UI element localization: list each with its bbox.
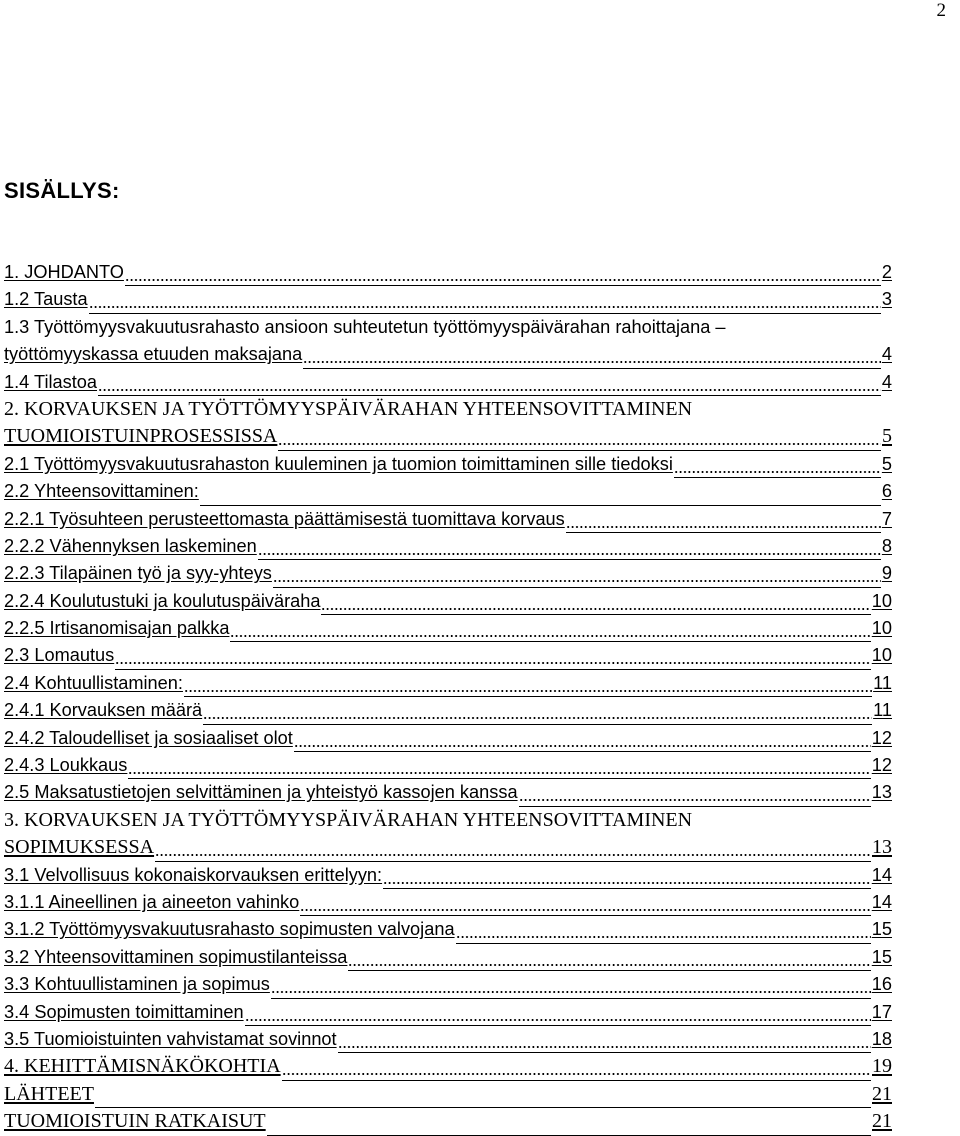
- toc-leader: [674, 451, 881, 478]
- table-of-contents: [4, 259, 892, 1136]
- toc-page-number: 4: [881, 344, 892, 365]
- toc-leader: [125, 259, 881, 286]
- toc-entry-title: 3.4 Sopimusten toimittaminen: [4, 1001, 244, 1022]
- toc-entry-title: 3.2 Yhteensovittaminen sopimustilanteissa: [4, 946, 348, 967]
- toc-entry-title: 4. KEHITTÄMISNÄKÖKOHTIA: [4, 1055, 281, 1078]
- toc-leader: [321, 588, 870, 615]
- toc-entry[interactable]: [4, 259, 892, 286]
- toc-page-number: 19: [872, 1055, 892, 1078]
- toc-entry[interactable]: [4, 1081, 892, 1108]
- toc-entry[interactable]: [4, 807, 892, 862]
- toc-entry[interactable]: [4, 779, 892, 806]
- toc-page-number: 14: [871, 864, 892, 885]
- toc-entry-title-continuation: TUOMIOISTUINPROSESSISSA: [4, 425, 278, 448]
- toc-entry[interactable]: [4, 478, 892, 505]
- toc-page-number: 11: [873, 700, 892, 721]
- toc-page-number: 10: [871, 618, 892, 639]
- toc-page-number: 10: [871, 590, 892, 611]
- toc-leader: [184, 670, 872, 697]
- toc-entry-title: 2.5 Maksatustietojen selvittäminen ja yhteistyö kassojen kanssa: [4, 782, 518, 803]
- toc-entry-title: LÄHTEET: [4, 1082, 94, 1105]
- toc-entry-title: 2.2.5 Irtisanomisajan palkka: [4, 618, 230, 639]
- toc-entry[interactable]: [4, 1108, 892, 1135]
- toc-leader: [200, 478, 881, 505]
- toc-page-number: 11: [873, 672, 892, 693]
- toc-page-number: 12: [871, 727, 892, 748]
- toc-page-number: 12: [871, 755, 892, 776]
- toc-leader: [566, 506, 881, 533]
- toc-entry-title: 3.1.2 Työttömyysvakuutusrahasto sopimusten valvojana: [4, 919, 455, 940]
- toc-entry[interactable]: [4, 588, 892, 615]
- toc-leader: [348, 944, 870, 971]
- toc-heading: SISÄLLYS:: [4, 178, 120, 203]
- toc-entry[interactable]: [4, 396, 892, 451]
- toc-page-number: 5: [881, 453, 892, 474]
- toc-entry-title: 3.3 Kohtuullistaminen ja sopimus: [4, 974, 270, 995]
- page-number: 2: [936, 0, 946, 21]
- toc-entry-title: 2.4.3 Loukkaus: [4, 755, 128, 776]
- toc-entry-title: 2.2.2 Vähennyksen laskeminen: [4, 535, 257, 556]
- toc-page-number: 3: [881, 289, 892, 310]
- toc-entry[interactable]: [4, 725, 892, 752]
- toc-page-number: 21: [872, 1110, 892, 1133]
- toc-entry[interactable]: [4, 506, 892, 533]
- toc-leader: [267, 1108, 871, 1135]
- toc-entry[interactable]: [4, 533, 892, 560]
- toc-entry[interactable]: [4, 451, 892, 478]
- toc-leader: [271, 971, 871, 998]
- toc-page-number: 7: [881, 508, 892, 529]
- toc-leader: [115, 642, 871, 669]
- toc-page-number: 15: [871, 919, 892, 940]
- toc-entry[interactable]: [4, 862, 892, 889]
- toc-entry-title: 2.2.3 Tilapäinen työ ja syy-yhteys: [4, 563, 272, 584]
- toc-leader: [300, 889, 870, 916]
- toc-leader: [203, 697, 872, 724]
- toc-page-number: 6: [881, 481, 892, 502]
- toc-page-number: 4: [881, 371, 892, 392]
- toc-entry[interactable]: [4, 286, 892, 313]
- toc-entry[interactable]: [4, 369, 892, 396]
- toc-entry[interactable]: [4, 615, 892, 642]
- toc-entry[interactable]: [4, 670, 892, 697]
- toc-entry-title: 2.4 Kohtuullistaminen:: [4, 672, 183, 693]
- toc-entry-title: 1.4 Tilastoa: [4, 371, 98, 392]
- toc-page-number: 21: [872, 1082, 892, 1105]
- toc-entry-title: 2. KORVAUKSEN JA TYÖTTÖMYYSPÄIVÄRAHAN YHTEENSOVITTAMINEN: [4, 397, 693, 420]
- toc-entry-title: 3. KORVAUKSEN JA TYÖTTÖMYYSPÄIVÄRAHAN YHTEENSOVITTAMINEN: [4, 808, 693, 831]
- toc-page-number: 9: [881, 563, 892, 584]
- toc-entry-title: 2.4.2 Taloudelliset ja sosiaaliset olot: [4, 727, 293, 748]
- toc-page-number: 13: [871, 782, 892, 803]
- toc-entry[interactable]: [4, 560, 892, 587]
- toc-leader: [456, 916, 871, 943]
- toc-entry[interactable]: [4, 889, 892, 916]
- toc-page-number: 5: [882, 425, 892, 448]
- toc-entry-title: 2.4.1 Korvauksen määrä: [4, 700, 203, 721]
- toc-entry[interactable]: [4, 697, 892, 724]
- toc-entry-title-continuation: SOPIMUKSESSA: [4, 836, 155, 859]
- toc-entry[interactable]: [4, 944, 892, 971]
- toc-entry[interactable]: [4, 642, 892, 669]
- toc-entry-title: 2.3 Lomautus: [4, 645, 115, 666]
- toc-leader: [258, 533, 881, 560]
- toc-page-number: 13: [872, 836, 892, 859]
- toc-leader: [383, 862, 871, 889]
- toc-page-number: 10: [871, 645, 892, 666]
- toc-leader: [230, 615, 870, 642]
- toc-leader: [95, 1081, 871, 1108]
- toc-leader: [294, 725, 871, 752]
- toc-entry[interactable]: [4, 314, 892, 369]
- toc-entry-title: 3.1 Velvollisuus kokonaiskorvauksen erittelyyn:: [4, 864, 383, 885]
- toc-page-number: 16: [871, 974, 892, 995]
- toc-page-number: 17: [871, 1001, 892, 1022]
- toc-leader: [519, 779, 871, 806]
- toc-leader: [303, 341, 881, 368]
- toc-leader: [278, 423, 881, 450]
- toc-entry-title: 1. JOHDANTO: [4, 261, 124, 282]
- toc-entry-title: 1.2 Tausta: [4, 289, 88, 310]
- toc-page-number: 2: [881, 261, 892, 282]
- toc-entry-title: TUOMIOISTUIN RATKAISUT: [4, 1110, 266, 1133]
- toc-entry-title-continuation: työttömyyskassa etuuden maksajana: [4, 344, 303, 365]
- toc-leader: [128, 752, 870, 779]
- toc-entry-title: 2.2 Yhteensovittaminen:: [4, 481, 199, 502]
- toc-leader: [282, 1053, 871, 1080]
- toc-leader: [338, 1026, 871, 1053]
- toc-entry-title: 1.3 Työttömyysvakuutusrahasto ansioon suhteutetun työttömyyspäivärahan rahoittajana –: [4, 316, 726, 337]
- toc-leader: [155, 834, 871, 861]
- toc-leader: [245, 999, 871, 1026]
- toc-entry[interactable]: [4, 999, 892, 1026]
- toc-leader: [89, 286, 881, 313]
- toc-entry-title: 2.2.1 Työsuhteen perusteettomasta päättämisestä tuomittava korvaus: [4, 508, 565, 529]
- toc-entry-title: 2.2.4 Koulutustuki ja koulutuspäiväraha: [4, 590, 321, 611]
- toc-entry-title: 3.1.1 Aineellinen ja aineeton vahinko: [4, 891, 300, 912]
- toc-entry[interactable]: [4, 1026, 892, 1053]
- toc-entry[interactable]: [4, 1053, 892, 1080]
- toc-entry[interactable]: [4, 916, 892, 943]
- toc-entry-title: 3.5 Tuomioistuinten vahvistamat sovinnot: [4, 1028, 337, 1049]
- toc-leader: [273, 560, 881, 587]
- toc-leader: [98, 369, 881, 396]
- toc-entry-title: 2.1 Työttömyysvakuutusrahaston kuuleminen ja tuomion toimittaminen sille tiedoksi: [4, 453, 673, 474]
- toc-entry[interactable]: [4, 752, 892, 779]
- toc-page-number: 8: [881, 535, 892, 556]
- toc-page-number: 15: [871, 946, 892, 967]
- toc-page-number: 14: [871, 891, 892, 912]
- toc-entry[interactable]: [4, 971, 892, 998]
- toc-page-number: 18: [871, 1028, 892, 1049]
